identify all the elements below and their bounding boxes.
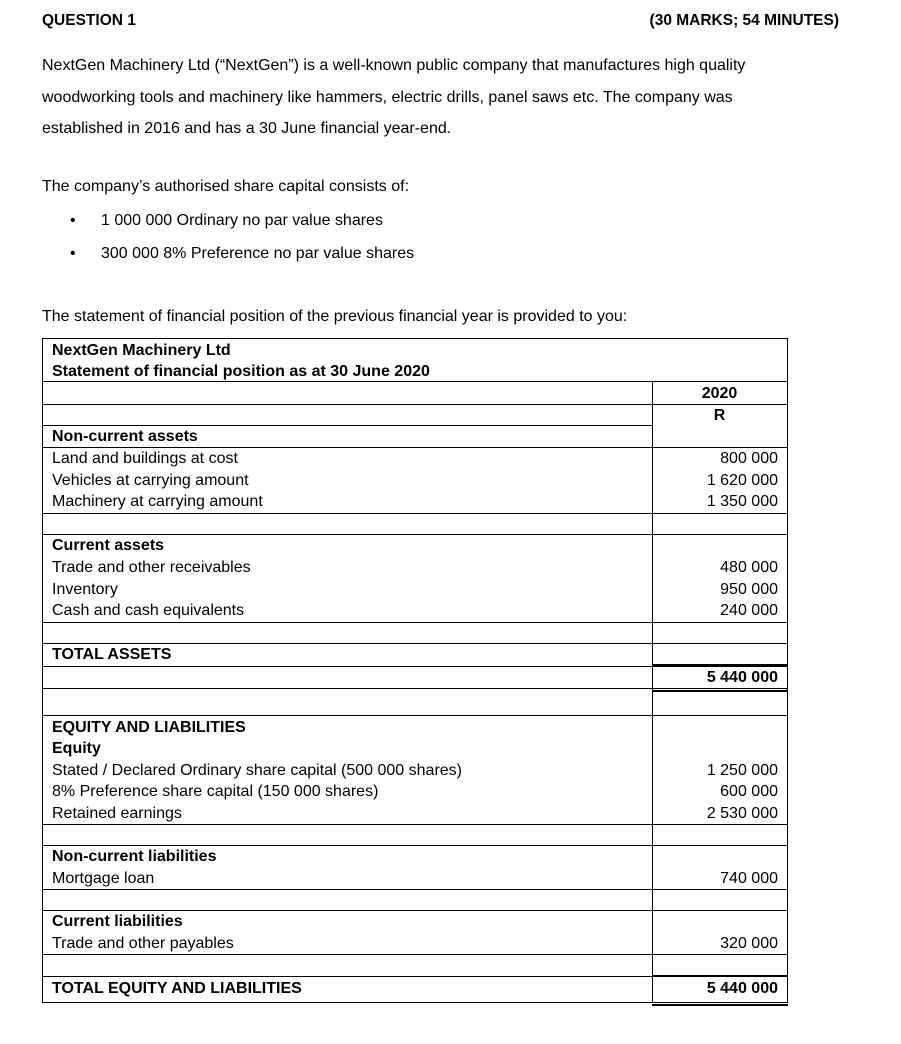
line-item-amount: 1 620 000 [706, 472, 778, 489]
line-item-label: Trade and other receivables [52, 559, 251, 576]
statement-lead: The statement of financial position of the previous financial year is provided to you: [42, 308, 628, 325]
line-item-amount: 320 000 [720, 935, 778, 952]
intro-line: woodworking tools and machinery like hammers, electric drills, panel saws etc. The company was [42, 88, 733, 106]
line-item-amount: 740 000 [720, 870, 778, 887]
intro-line: NextGen Machinery Ltd (“NextGen”) is a well-known public company that manufactures high quality [42, 57, 746, 74]
line-item-amount: 600 000 [720, 783, 778, 800]
row-divider [43, 666, 787, 667]
total-equity-liabilities-overline [652, 975, 787, 977]
row-divider [43, 688, 787, 689]
section-heading-equity: Equity [52, 740, 101, 757]
share-capital-item-text: 1 000 000 Ordinary no par value shares [101, 212, 383, 229]
line-item-amount: 240 000 [720, 602, 778, 619]
section-heading-non-current-liabilities: Non-current liabilities [52, 848, 217, 865]
line-item-amount: 480 000 [720, 559, 778, 576]
statement-title: Statement of financial position as at 30 June 2020 [52, 363, 430, 380]
equity-liabilities-heading: EQUITY AND LIABILITIES [52, 719, 246, 736]
total-assets-overline [652, 664, 787, 666]
question-title: QUESTION 1 [42, 12, 136, 29]
total-assets-amount: 5 440 000 [706, 669, 778, 686]
line-item-label: Cash and cash equivalents [52, 602, 245, 619]
line-item-amount: 1 250 000 [706, 762, 778, 779]
intro-line: established in 2016 and has a 30 June financial year-end. [42, 120, 452, 137]
line-item-label: Trade and other payables [52, 935, 234, 952]
share-capital-lead: The company’s authorised share capital consists of: [42, 178, 410, 195]
row-divider [43, 622, 787, 623]
line-item-label: Mortgage loan [52, 870, 155, 887]
year-header: 2020 [701, 385, 738, 402]
share-capital-item [70, 212, 383, 230]
line-item-label: 8% Preference share capital (150 000 shares) [52, 783, 379, 800]
line-item-amount: 950 000 [720, 581, 778, 598]
total-assets-label: TOTAL ASSETS [52, 646, 172, 663]
total-equity-liabilities-underline [652, 1004, 788, 1006]
line-item-label: Retained earnings [52, 805, 182, 822]
section-heading-current-liabilities: Current liabilities [52, 913, 183, 930]
share-capital-item-text: 300 000 8% Preference no par value shares [101, 245, 415, 262]
intro-paragraph [42, 50, 852, 145]
statement-company: NextGen Machinery Ltd [52, 342, 231, 359]
line-item-amount: 800 000 [720, 450, 778, 467]
total-equity-liabilities-amount: 5 440 000 [706, 980, 778, 997]
section-heading-current-assets: Current assets [52, 537, 165, 554]
row-divider [43, 513, 787, 514]
question-marks: (30 MARKS; 54 MINUTES) [649, 12, 839, 29]
bullet-icon: • [70, 245, 76, 262]
bullet-icon: • [70, 212, 76, 229]
line-item-label: Machinery at carrying amount [52, 493, 263, 510]
line-item-amount: 1 350 000 [706, 493, 778, 510]
line-item-amount: 2 530 000 [706, 805, 778, 822]
row-divider [43, 715, 787, 716]
line-item-label: Land and buildings at cost [52, 450, 238, 467]
line-item-label: Vehicles at carrying amount [52, 472, 249, 489]
total-assets-underline [652, 690, 787, 692]
total-equity-liabilities-label: TOTAL EQUITY AND LIABILITIES [52, 980, 302, 997]
section-heading-non-current-assets: Non-current assets [52, 428, 198, 445]
currency-header: R [713, 407, 726, 424]
line-item-label: Inventory [52, 581, 118, 598]
row-divider [43, 889, 787, 890]
share-capital-item [70, 245, 414, 263]
statement-of-financial-position [42, 338, 788, 1003]
line-item-label: Stated / Declared Ordinary share capital (500 000 shares) [52, 762, 462, 779]
